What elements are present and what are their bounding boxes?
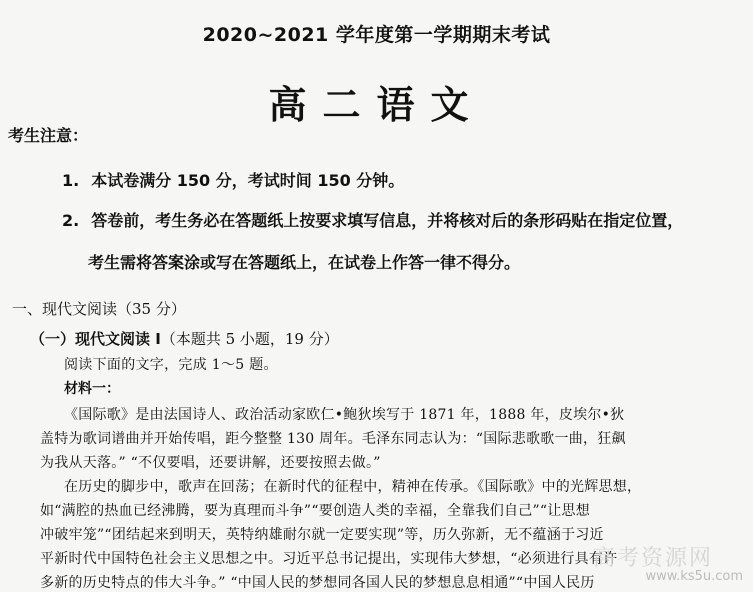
passage-line: 如“满腔的热血已经沸腾，要为真理而斗争”“要创造人类的幸福，全靠我们自己”“让思想: [40, 503, 591, 519]
passage-line: 在历史的脚步中，歌声在回荡；在新时代的征程中，精神在传承。《国际歌》中的光辉思想，: [64, 479, 642, 495]
notice-item-2-continued: 考生需将答案涂或写在答题纸上，在试卷上作答一律不得分。: [88, 253, 521, 272]
passage-line: 《国际歌》是由法国诗人、政治活动家欧仁•鲍狄埃写于 1871 年，1888 年，皮埃尔•狄: [64, 407, 625, 423]
section-heading: 一、现代文阅读（35 分）: [12, 300, 186, 318]
notice-item-number: 2.: [62, 211, 80, 230]
reading-instruction: 阅读下面的文字，完成 1～5 题。: [64, 357, 278, 373]
passage-line: 冲破牢笼”“团结起来到明天，英特纳雄耐尔就一定要实现”等，历久弥新，无不蕴涵于习近: [40, 527, 604, 543]
notice-item-number: 1.: [62, 171, 80, 190]
exam-title: 2020~2021 学年度第一学期期末考试: [202, 24, 551, 46]
notice-heading: 考生注意：: [8, 126, 89, 145]
passage-line: 为我从天落。” “不仅要唱，还要讲解，还要按照去做。”: [40, 455, 381, 471]
notice-item-1: [62, 168, 404, 191]
notice-item-2: [62, 208, 683, 231]
passage-line: 盖特为歌词谱曲并开始传唱，距今整整 130 周年。毛泽东同志认为：“国际悲歌歌一曲，狂飙: [40, 431, 626, 447]
passage-line: 多新的历史特点的伟大斗争。” “中国人民的梦想同各国人民的梦想息息相通”“中国人民历: [40, 575, 595, 591]
subsection-label: （一）现代文阅读 I: [30, 330, 161, 348]
subsection-heading: [30, 328, 339, 349]
passage-line: 平新时代中国特色社会主义思想之中。习近平总书记提出，实现伟大梦想，“必须进行具有许: [40, 551, 618, 567]
watermark-logo-text: 高考资源网: [592, 546, 713, 571]
notice-item-text: 答卷前，考生务必在答题纸上按要求填写信息，并将核对后的条形码贴在指定位置，: [91, 211, 684, 230]
watermark-url: www.ks5u.com: [645, 569, 743, 584]
subsection-info: （本题共 5 小题，19 分）: [160, 330, 339, 348]
notice-item-text: 本试卷满分 150 分，考试时间 150 分钟。: [91, 171, 405, 190]
material-label: 材料一：: [64, 381, 120, 397]
subject-title: 高二语文: [268, 83, 485, 127]
